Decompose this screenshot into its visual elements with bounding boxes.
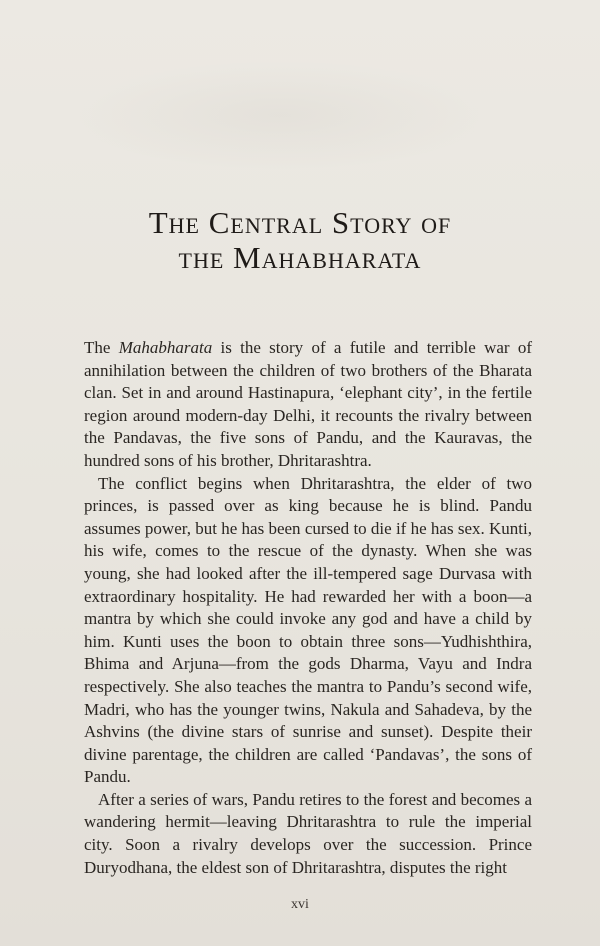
chapter-title-line-1: The Central Story of — [148, 205, 452, 240]
page-show-through — [70, 60, 490, 170]
paragraph — [84, 789, 532, 879]
page-number: xvi — [291, 897, 309, 912]
paragraph — [84, 337, 532, 473]
body-text — [84, 337, 532, 879]
paragraph-segment: is the story of a futile and terrible war of annihilation between the children of two brothers of the Bharata clan. Set in and around Hastinapura, ‘elephant city’, in the fertile region around modern-day Delhi, it recounts the rivalry between the Pandavas, the five sons of Pandu, and the Kauravas, the hundred sons of his brother, Dhritarashtra. — [84, 338, 532, 470]
paragraph — [84, 473, 532, 789]
paragraph-segment: The — [84, 338, 119, 357]
paragraph-segment: The conflict begins when Dhritarashtra, the elder of two princes, is passed over as king because he is blind. Pandu assumes power, but he has been cursed to die if he has sex. Kunti, his wife, comes to the rescue of the dynasty. When she was young, she had looked after the ill-tempered sage Durvasa with extraordinary hospitality. He had rewarded her with a boon—a mantra by which she could invoke any god and have a child by him. Kunti uses the boon to obtain three sons—Yudhishthira, Bhima and Arjuna—from the gods Dharma, Vayu and Indra respectively. She also teaches the mantra to Pandu’s second wife, Madri, who has the younger twins, Nakula and Sahadeva, by the Ashvins (the divine stars of sunrise and sunset). Despite their divine parentage, the children are called ‘Pandavas’, the sons of Pandu. — [84, 473, 532, 787]
book-title-italic: Mahabharata — [118, 338, 213, 357]
paragraph-segment: After a series of wars, Pandu retires to the forest and becomes a wandering hermit—leaving Dhritarashtra to rule the imperial city. Soon a rivalry develops over the succession. Prince Duryodhana, the eldest son of Dhritarashtra, disputes the right — [84, 789, 532, 877]
chapter-title-line-2: the Mahabharata — [178, 240, 422, 275]
